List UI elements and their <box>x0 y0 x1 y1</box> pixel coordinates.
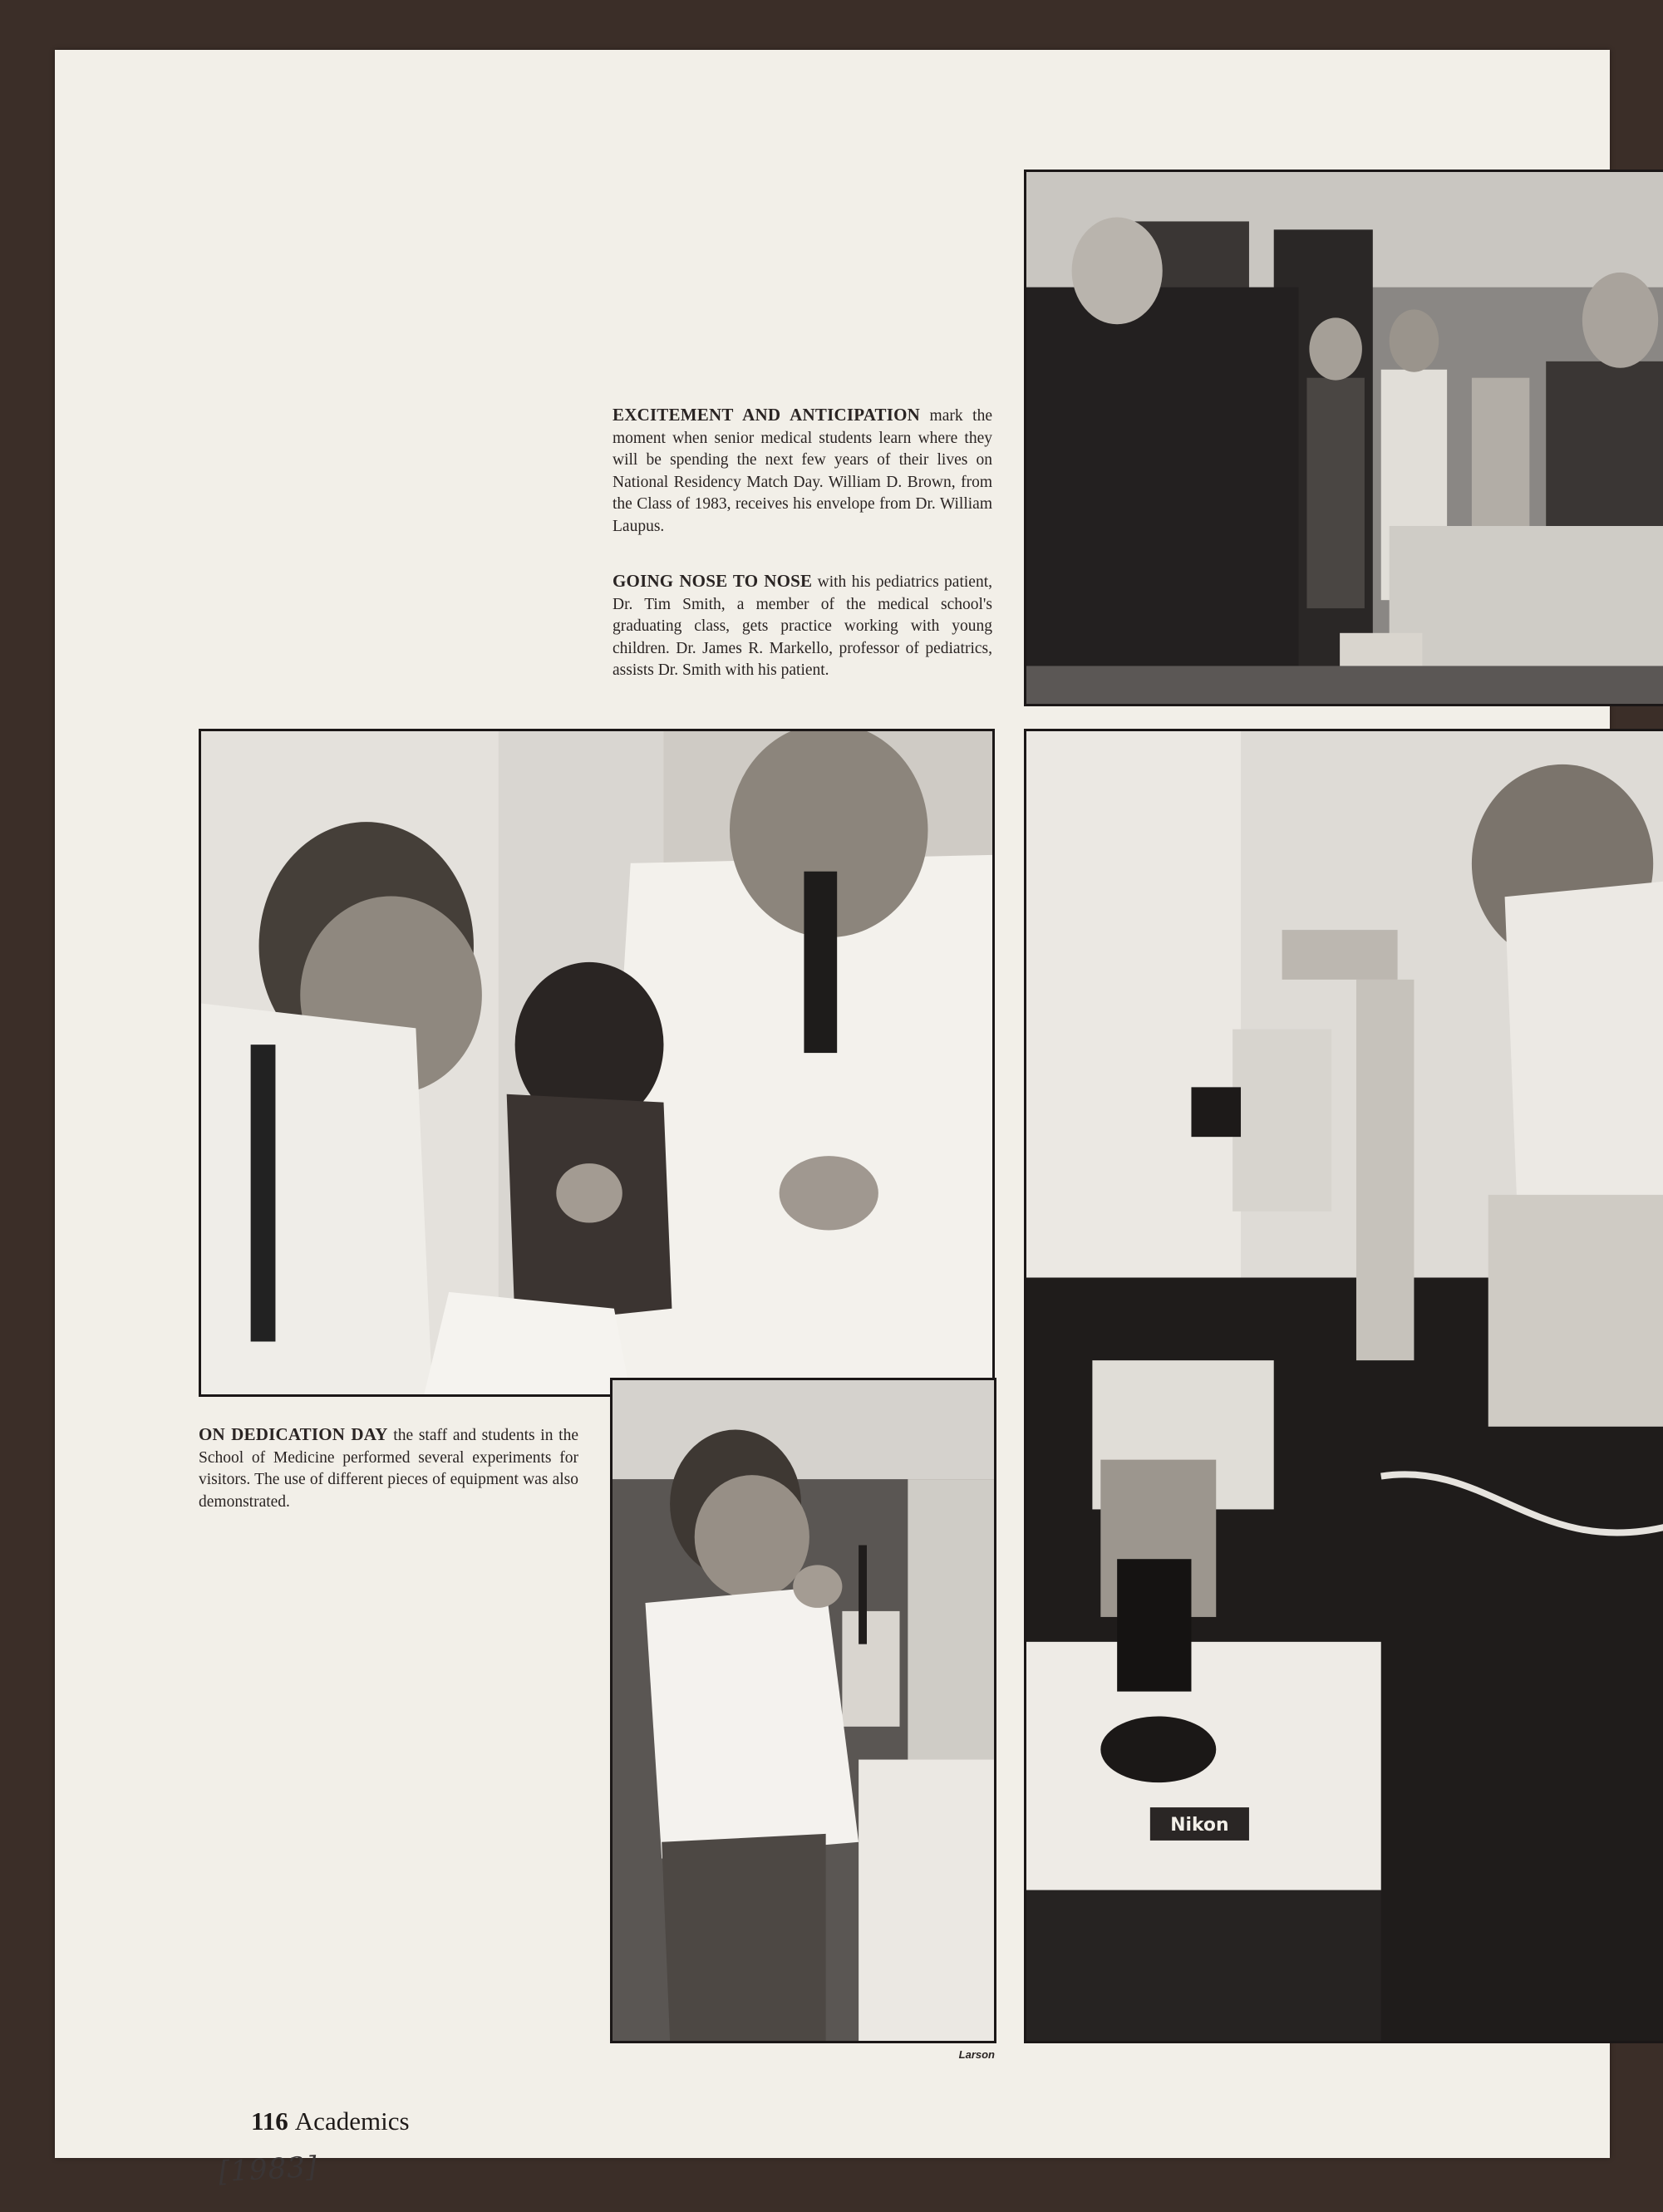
credit-larson <box>886 2048 995 2061</box>
lab-worker-photo <box>610 1378 996 2043</box>
section-name: Academics <box>294 2106 410 2136</box>
pediatrics-photo <box>199 729 995 1397</box>
caption-match-day-body: mark the moment when senior medical students learn where they will be spending the next few years of their lives on National Residency Match Day. William D. Brown, from the Class of 1983, receives his envelope from Dr. William Laupus. <box>613 407 992 535</box>
lab-worker-photo-image <box>613 1380 994 2041</box>
caption-match-day <box>613 404 992 538</box>
caption-match-day-lead: EXCITEMENT AND ANTICIPATION <box>613 405 920 425</box>
microscopes-photo-image <box>1026 731 1663 2041</box>
microscopes-photo <box>1024 729 1663 2043</box>
handwritten-year-annotation: [1983] <box>218 2150 319 2190</box>
caption-nose-to-nose <box>613 570 992 682</box>
caption-dedication <box>199 1423 578 1513</box>
credit-larson-text: Larson <box>958 2048 995 2061</box>
yearbook-page <box>55 50 1610 2190</box>
page-number: 116 <box>251 2106 288 2136</box>
match-day-photo <box>1024 170 1663 706</box>
nikon-label: Nikon <box>1170 1814 1229 1836</box>
caption-nose-to-nose-body: with his pediatrics patient, Dr. Tim Smith, a member of the medical school's graduating class, gets practice working with young children. Dr. James R. Markello, professor of pediatrics, assists Dr. Smith with his patient. <box>613 573 992 679</box>
caption-nose-to-nose-lead: GOING NOSE TO NOSE <box>613 571 813 591</box>
caption-dedication-body: the staff and students in the School of Medicine performed several experiments for visitors. The use of different pieces of equipment was also demonstrated. <box>199 1427 578 1511</box>
pediatrics-photo-image <box>201 731 992 1394</box>
page-folio <box>251 2106 410 2136</box>
match-day-photo-image <box>1026 172 1663 704</box>
caption-dedication-lead: ON DEDICATION DAY <box>199 1424 388 1444</box>
